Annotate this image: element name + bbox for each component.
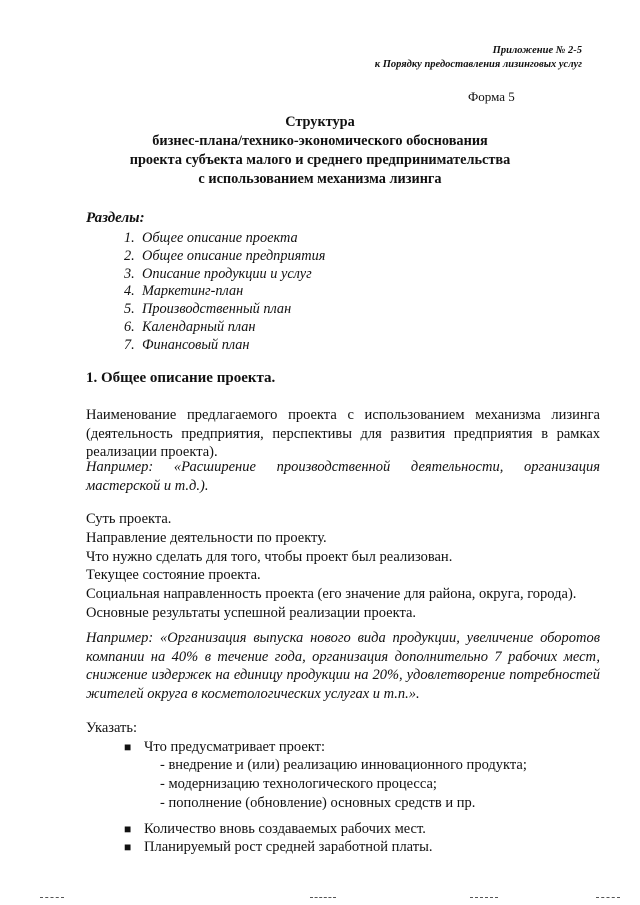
section-label: Маркетинг-план — [142, 283, 244, 300]
requirement-line: Что нужно сделать для того, чтобы проект был реализован. — [86, 548, 453, 565]
bullet-item — [124, 738, 325, 756]
requirement-line: Текущее состояние проекта. — [86, 567, 261, 584]
project-requirements-list — [86, 510, 606, 623]
bullet-text: Что предусматривает проект: — [144, 739, 326, 755]
bullet-text: Количество вновь создаваемых рабочих мест. — [144, 821, 426, 837]
section-1-heading: 1. Общее описание проекта. — [86, 370, 276, 386]
footer-dash — [40, 897, 64, 898]
sections-heading: Разделы: — [86, 210, 145, 226]
sections-list — [124, 230, 325, 355]
form-label: Форма 5 — [468, 89, 515, 104]
title-line-2: бизнес-плана/технико-экономического обоснования — [152, 133, 488, 149]
project-name-paragraph: Наименование предлагаемого проекта с использованием механизма лизинга (деятельность предприятия, перспективы для развития предприятия в рамках реализации проекта). — [86, 407, 600, 460]
square-bullet-icon: ■ — [124, 740, 132, 754]
bullet-text: Планируемый рост средней заработной платы. — [144, 839, 433, 855]
requirement-line: Основные результаты успешной реализации проекта. — [86, 604, 417, 621]
square-bullet-icon: ■ — [124, 822, 132, 836]
requirement-line: Направление деятельности по проекту. — [86, 529, 327, 546]
requirement-line: Суть проекта. — [86, 511, 172, 527]
section-item — [124, 319, 325, 337]
section-number: 6. — [124, 318, 135, 335]
footer-dash — [596, 897, 620, 898]
section-label: Описание продукции и услуг — [142, 265, 312, 282]
section-item — [124, 337, 325, 355]
appendix-reference — [375, 44, 582, 72]
section-number: 4. — [124, 283, 135, 300]
section-number: 2. — [124, 247, 135, 264]
sub-item: - модернизацию технологического процесса; — [160, 776, 437, 792]
requirement-line: Социальная направленность проекта (его значение для района, округа, города). — [86, 586, 577, 603]
title-line-3: проекта субъекта малого и среднего предпринимательства — [129, 152, 511, 168]
section-item — [124, 301, 325, 319]
title-line-4: с использованием механизма лизинга — [198, 171, 442, 187]
sub-item: - пополнение (обновление) основных средств и пр. — [160, 795, 476, 811]
footer-dash — [470, 897, 498, 898]
section-label: Производственный план — [142, 301, 292, 318]
section-label: Календарный план — [142, 318, 256, 335]
section-label: Финансовый план — [142, 336, 250, 353]
section-label: Общее описание предприятия — [142, 247, 326, 264]
section-number: 7. — [124, 336, 135, 353]
bullet-item — [124, 838, 432, 856]
section-item — [124, 283, 325, 301]
section-number: 1. — [124, 230, 135, 246]
section-number: 5. — [124, 301, 135, 318]
example-2-paragraph: Например: «Организация выпуска нового вида продукции, увеличение оборотов компании на 40% в течение года, организация дополнительно 7 рабочих мест, снижение издержек на единицу продукции на 20%, удовлетворение потребностей жителей округа в косметологических услугах и т.п.». — [86, 630, 600, 702]
appendix-number: Приложение № 2-5 — [492, 45, 582, 56]
section-item — [124, 230, 325, 248]
footer-dash — [310, 897, 336, 898]
specify-text: Указать: — [86, 720, 138, 736]
section-item — [124, 266, 325, 284]
section-label: Общее описание проекта — [142, 230, 298, 246]
appendix-subtitle: к Порядку предоставления лизинговых услуг — [374, 59, 582, 70]
sub-item: - внедрение и (или) реализацию инновационного продукта; — [160, 757, 527, 773]
square-bullet-icon: ■ — [124, 840, 132, 854]
bullet-sub-list — [160, 756, 527, 813]
bullet-item — [124, 820, 426, 838]
specify-label — [86, 719, 606, 738]
title-line-1: Структура — [285, 114, 355, 130]
footer-dash-marks — [0, 897, 640, 901]
section-item — [124, 248, 325, 266]
document-title — [0, 113, 640, 189]
section-number: 3. — [124, 265, 135, 282]
example-1-paragraph: Например: «Расширение производственной деятельности, организация мастерской и т.д.). — [86, 459, 600, 494]
